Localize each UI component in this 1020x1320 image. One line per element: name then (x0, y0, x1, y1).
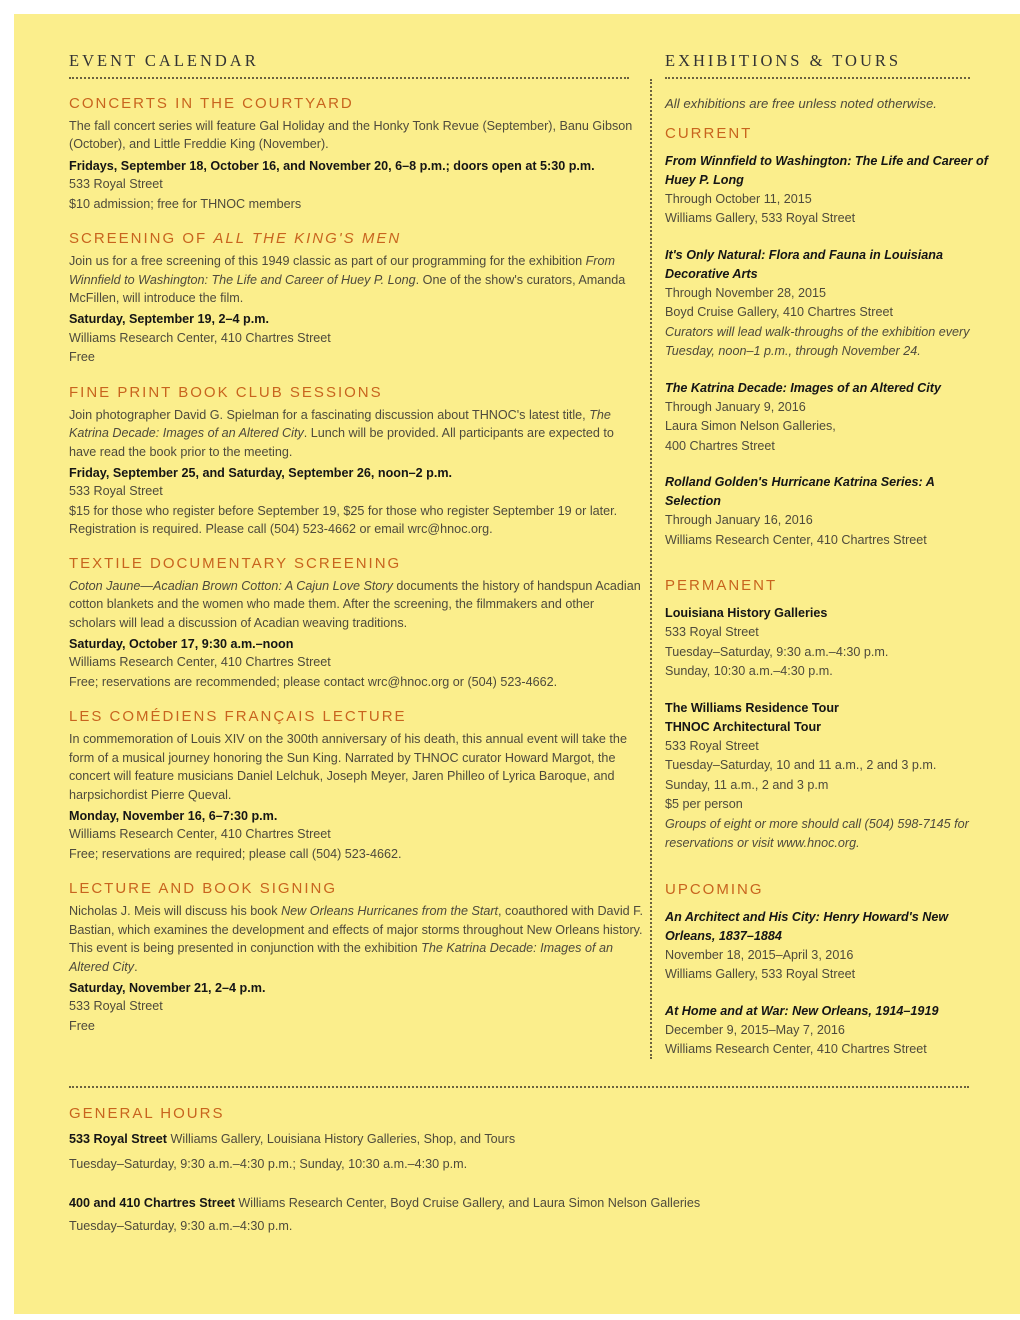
event-title: CONCERTS IN THE COURTYARD (69, 95, 354, 112)
book-title: The Katrina Decade: Images of an Altered City (69, 407, 611, 441)
exhibition-item (665, 246, 990, 362)
desc-text: Join us for a free screening of this 1949 classic as part of our programming for the exhibition (69, 254, 586, 269)
exhibition-item (665, 379, 990, 457)
desc-text: . Lunch will be provided. All participants are expected to have read the book prior to the meeting. (69, 426, 614, 459)
hours-entry (69, 1130, 969, 1150)
event-cost: $15 for those who register before September 19, $25 for those who register September 19 or later. Registration is required. Please call (504) 523-4662 or email wrc@hnoc.org. (69, 503, 618, 537)
event-title (69, 229, 644, 249)
exhibition-venue: Boyd Cruise Gallery, 410 Chartres Street (665, 305, 893, 319)
tour-title: THNOC Architectural Tour (665, 719, 822, 734)
event-location: Williams Research Center, 410 Chartres Street (69, 827, 331, 842)
exhibitions-list (665, 94, 990, 1077)
exhibition-venue: Williams Research Center, 410 Chartres Street (665, 532, 927, 547)
exhibition-venue: Williams Gallery, 533 Royal Street (665, 967, 856, 981)
event-when: Saturday, November 21, 2–4 p.m. (69, 981, 266, 996)
permanent-label: PERMANENT (665, 577, 778, 594)
exhibition-item (665, 1002, 990, 1060)
event-screening (69, 229, 644, 368)
event-textile (69, 554, 644, 693)
event-description (69, 252, 644, 307)
tour-note: Groups of eight or more should call (504) 598-7145 for reservations or visit www.hnoc.org. (665, 816, 969, 850)
desc-text: Join photographer David G. Spielman for a fascinating discussion about THNOC's latest title, (69, 407, 590, 422)
tour-hours: Tuesday–Saturday, 10 and 11 a.m., 2 and 3 p.m. (665, 758, 937, 772)
exhibition-title: From Winnfield to Washington: The Life and Career of Huey P. Long (69, 254, 615, 287)
exhibition-venue: Williams Gallery, 533 Royal Street (665, 211, 856, 225)
desc-text: , coauthored with David F. Bastian, which examines the development and effects of major storms throughout New Orleans history. This event is being presented in conjunction with the exhibition (69, 904, 643, 956)
exhibition-dates: Through January 16, 2016 (665, 513, 813, 527)
exhibition-venue: Williams Research Center, 410 Chartres Street (665, 1042, 927, 1056)
tour-title: The Williams Residence Tour (665, 700, 839, 715)
tour-venue: 533 Royal Street (665, 738, 759, 753)
event-when: Monday, November 16, 6–7:30 p.m. (69, 809, 278, 824)
hours-entry (69, 1194, 969, 1214)
event-calendar-heading: EVENT CALENDAR (69, 51, 259, 70)
event-title: FINE PRINT BOOK CLUB SESSIONS (69, 383, 383, 401)
event-when: Saturday, October 17, 9:30 a.m.–noon (69, 637, 294, 651)
right-divider (665, 77, 970, 79)
desc-text: . (134, 959, 138, 974)
event-when: Friday, September 25, and Saturday, September 26, noon–2 p.m. (69, 466, 453, 481)
event-description: The fall concert series will feature Gal Holiday and the Honky Tonk Revue (September), Banu Gibson (October), and Little Freddie King (November). (69, 119, 633, 152)
event-when: Saturday, September 19, 2–4 p.m. (69, 312, 269, 327)
exhibition-title: It's Only Natural: Flora and Fauna in Louisiana Decorative Arts (665, 247, 943, 281)
upcoming-label: UPCOMING (665, 880, 764, 898)
event-cost: Free (69, 1018, 95, 1033)
exhibition-venue: Laura Simon Nelson Galleries, (665, 419, 836, 433)
event-title-prefix: SCREENING OF (69, 230, 214, 248)
exhibition-venue: 533 Royal Street (665, 625, 759, 639)
event-when: Fridays, September 18, October 16, and November 20, 6–8 p.m.; doors open at 5:30 p.m. (69, 158, 595, 173)
hours-location: 400 and 410 Chartres Street (69, 1196, 235, 1210)
exhibition-item (665, 604, 990, 682)
hours-times: Tuesday–Saturday, 9:30 a.m.–4:30 p.m.; Sunday, 10:30 a.m.–4:30 p.m. (69, 1156, 468, 1171)
hours-location: 533 Royal Street (69, 1132, 168, 1146)
desc-text: documents the history of handspun Acadian cotton blankets and the women who made them. After the screening, the filmmakers and other scholars will lead a discussion of Acadian weaving traditions. (69, 578, 641, 630)
exhibitions-intro: All exhibitions are free unless noted otherwise. (665, 96, 937, 111)
event-description (69, 577, 644, 632)
tour-cost: $5 per person (665, 797, 743, 811)
event-title: LES COMÉDIENS FRANÇAIS LECTURE (69, 708, 407, 726)
event-location: Williams Research Center, 410 Chartres Street (69, 330, 331, 345)
exhibition-hours: Tuesday–Saturday, 9:30 a.m.–4:30 p.m. (665, 644, 889, 659)
event-cost: Free; reservations are required; please call (504) 523-4662. (69, 846, 402, 861)
tour-hours: Sunday, 11 a.m., 2 and 3 p.m (665, 777, 829, 792)
film-title: Coton Jaune—Acadian Brown Cotton: A Cajun Love Story (69, 578, 393, 593)
event-location: 533 Royal Street (69, 484, 163, 499)
general-hours (69, 1104, 969, 1236)
event-location: 533 Royal Street (69, 999, 163, 1014)
exhibition-dates: Through November 28, 2015 (665, 285, 827, 300)
exhibition-dates: December 9, 2015–May 7, 2016 (665, 1022, 845, 1037)
event-title-film: ALL THE KING'S MEN (213, 230, 402, 248)
exhibition-dates: Through October 11, 2015 (665, 191, 812, 206)
event-cost: $10 admission; free for THNOC members (69, 196, 302, 211)
hours-venues: Williams Research Center, Boyd Cruise Gallery, and Laura Simon Nelson Galleries (238, 1196, 701, 1210)
hours-venues: Williams Gallery, Louisiana History Galleries, Shop, and Tours (170, 1132, 516, 1146)
exhibition-item (665, 152, 990, 229)
exhibition-note: Curators will lead walk-throughs of the exhibition every Tuesday, noon–1 p.m., through November 24. (665, 324, 970, 358)
current-label: CURRENT (665, 124, 753, 142)
left-divider (69, 77, 629, 79)
exhibition-title: The Katrina Decade: Images of an Altered City (69, 941, 613, 974)
event-location: 533 Royal Street (69, 177, 163, 192)
exhibition-item (665, 473, 990, 550)
page (14, 14, 1020, 1314)
exhibitions-heading: EXHIBITIONS & TOURS (665, 51, 902, 70)
exhibition-title: Louisiana History Galleries (665, 606, 828, 620)
tour-item (665, 699, 990, 854)
event-list (69, 94, 644, 1051)
event-concerts (69, 94, 644, 214)
exhibition-title: At Home and at War: New Orleans, 1914–1919 (665, 1003, 939, 1018)
exhibition-item (665, 908, 990, 985)
exhibition-title: Rolland Golden's Hurricane Katrina Series: A Selection (665, 475, 935, 508)
event-title: LECTURE AND BOOK SIGNING (69, 880, 338, 898)
event-description: In commemoration of Louis XIV on the 300th anniversary of his death, this annual event will take the form of a musical journey honoring the Sun King. Narrated by THNOC curator Howard Margot, the concert will feature musicians Daniel Lelchuk, Joseph Meyer, Jaren Philleo of Lyrica Baroque, and harpsichordist Pierre Queval. (69, 732, 627, 802)
event-cost: Free (69, 350, 95, 365)
exhibition-title: An Architect and His City: Henry Howard's New Orleans, 1837–1884 (665, 909, 949, 943)
exhibition-dates: Through January 9, 2016 (665, 399, 806, 414)
desc-text: . One of the show's curators, Amanda McFillen, will introduce the film. (69, 272, 626, 306)
event-description (69, 406, 644, 461)
event-book-club (69, 383, 644, 539)
bottom-divider (69, 1086, 969, 1088)
general-hours-label: GENERAL HOURS (69, 1105, 225, 1122)
column-divider (650, 79, 652, 1059)
event-title: TEXTILE DOCUMENTARY SCREENING (69, 554, 402, 572)
exhibition-title: The Katrina Decade: Images of an Altered City (665, 380, 941, 395)
hours-times: Tuesday–Saturday, 9:30 a.m.–4:30 p.m. (69, 1218, 293, 1233)
event-lecture-comediens (69, 707, 644, 864)
event-description (69, 902, 644, 976)
event-book-signing (69, 879, 644, 1036)
exhibition-dates: November 18, 2015–April 3, 2016 (665, 947, 854, 962)
exhibition-venue-address: 400 Chartres Street (665, 438, 775, 453)
event-location: Williams Research Center, 410 Chartres Street (69, 655, 331, 670)
exhibition-title: From Winnfield to Washington: The Life and Career of Huey P. Long (665, 153, 988, 187)
event-cost: Free; reservations are recommended; please contact wrc@hnoc.org or (504) 523-4662. (69, 674, 558, 689)
book-title: New Orleans Hurricanes from the Start (281, 904, 499, 919)
desc-text: Nicholas J. Meis will discuss his book (69, 904, 282, 919)
exhibition-hours: Sunday, 10:30 a.m.–4:30 p.m. (665, 664, 833, 678)
